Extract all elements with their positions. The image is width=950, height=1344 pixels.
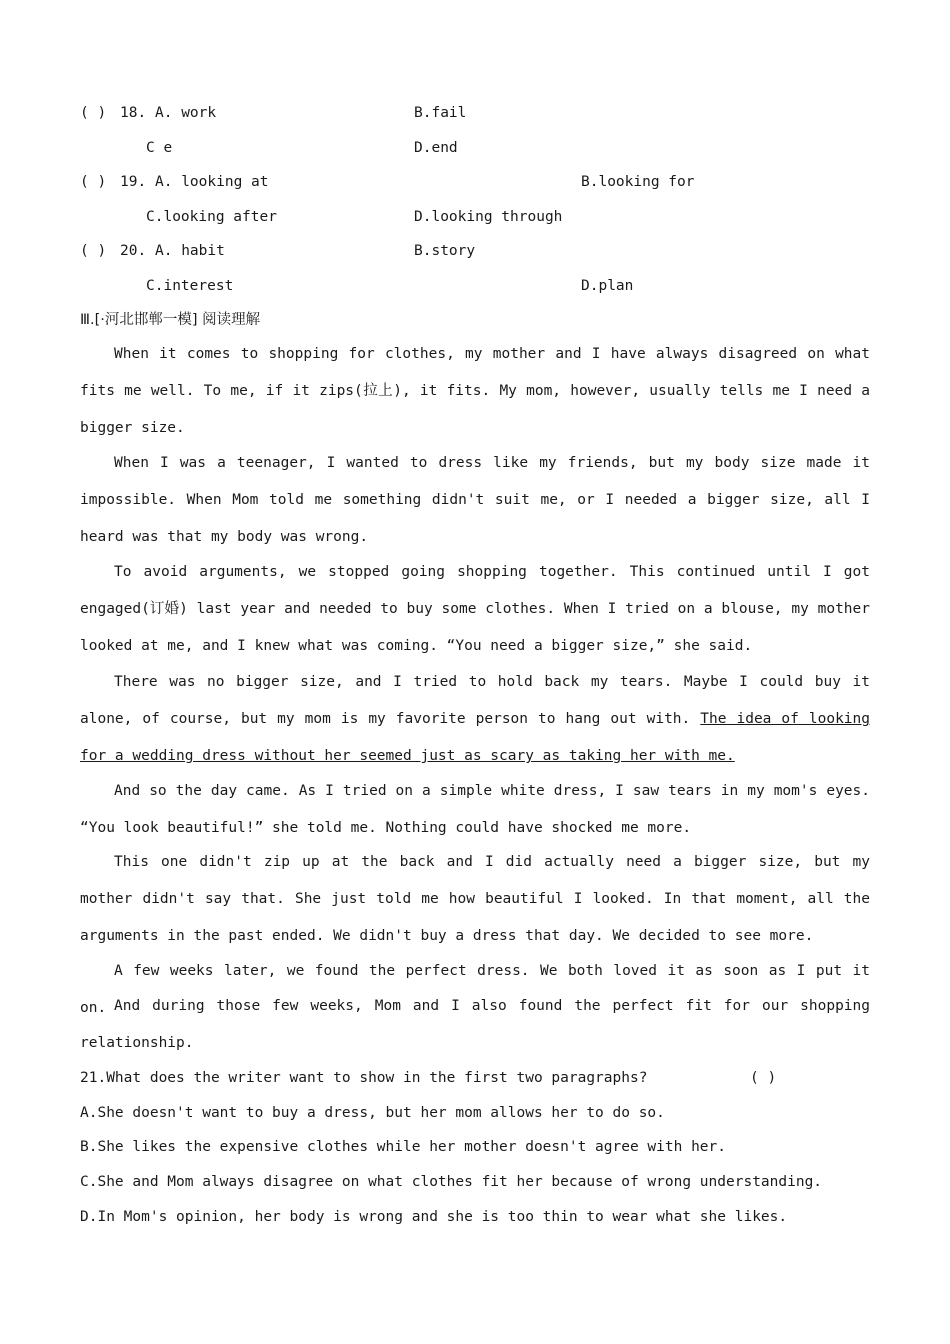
question-21: [80, 1067, 872, 1089]
option-d-row: D.In Mom's opinion, her body is wrong and she is too thin to wear what she likes.: [80, 1209, 788, 1225]
choice-20-row: [80, 240, 872, 262]
option-b: B.looking for: [581, 174, 695, 190]
choice-18-row: [80, 102, 872, 124]
passage-paragraph-8: And during those few weeks, Mom and I also found the perfect fit for our shopping relationship.: [80, 998, 870, 1051]
option-c: C.looking after: [146, 209, 277, 225]
passage-paragraph-5: And so the day came. As I tried on a simple white dress, I saw tears in my mom's eyes. “You look beautiful!” she told me. Nothing could have shocked me more.: [80, 783, 870, 836]
option-d: D.end: [414, 140, 458, 156]
answer-paren: ( ): [80, 105, 107, 121]
question-number: 18.: [120, 105, 147, 121]
option-a-row: A.She doesn't want to buy a dress, but her mom allows her to do so.: [80, 1105, 665, 1121]
option-a: A. work: [155, 105, 217, 121]
option-c: C e: [146, 140, 173, 156]
option-c-row: C.She and Mom always disagree on what clothes fit her because of wrong understanding.: [80, 1174, 823, 1190]
question-number: 20.: [120, 243, 147, 259]
question-number: 19.: [120, 174, 147, 190]
underlined-sentence: The idea of looking for a wedding dress without her seemed just as scary as taking her with me.: [80, 711, 870, 764]
option-b: B.story: [414, 243, 476, 259]
option-d: D.plan: [581, 278, 634, 294]
question-stem: 21.What does the writer want to show in the first two paragraphs?: [80, 1070, 648, 1086]
option-b-row: B.She likes the expensive clothes while her mother doesn't agree with her.: [80, 1139, 727, 1155]
option-a: A. looking at: [155, 174, 269, 190]
passage-paragraph-3: To avoid arguments, we stopped going shopping together. This continued until I got engaged(订婚) last year and needed to buy some clothes. When I tried on a blouse, my mother looked at me, and I knew what was coming. “You need a bigger size,” she said.: [80, 564, 870, 654]
passage-paragraph-4: [80, 664, 870, 775]
passage-paragraph-7: A few weeks later, we found the perfect dress. We both loved it as soon as I put it on.: [80, 963, 870, 1016]
choice-19-row: [80, 171, 872, 193]
paragraph-4-text: There was no bigger size, and I tried to hold back my tears. Maybe I could buy it alone, of course, but my mom is my favorite person to hang out with.: [80, 674, 870, 727]
choice-20-row-2: [80, 275, 872, 297]
option-b: B.fail: [414, 105, 467, 121]
option-d: D.looking through: [414, 209, 563, 225]
passage-paragraph-1: When it comes to shopping for clothes, my mother and I have always disagreed on what fits me well. To me, if it zips(拉上), it fits. My mom, however, usually tells me I need a bigger size.: [80, 346, 870, 436]
passage-paragraph-6: This one didn't zip up at the back and I did actually need a bigger size, but my mother didn't say that. She just told me how beautiful I looked. In that moment, all the arguments in the past ended. We didn't buy a dress that day. We decided to see more.: [80, 854, 870, 944]
answer-paren: ( ): [80, 243, 107, 259]
option-a: A. habit: [155, 243, 225, 259]
option-c: C.interest: [146, 278, 234, 294]
answer-paren: ( ): [80, 174, 107, 190]
choice-19-row-2: [80, 206, 872, 228]
section-heading: Ⅲ.[·河北邯郸一模] 阅读理解: [80, 312, 261, 328]
passage-paragraph-2: When I was a teenager, I wanted to dress like my friends, but my body size made it impossible. When Mom told me something didn't suit me, or I needed a bigger size, all I heard was that my body was wrong.: [80, 455, 870, 545]
choice-18-row-2: [80, 137, 872, 159]
answer-paren: ( ): [750, 1070, 777, 1086]
